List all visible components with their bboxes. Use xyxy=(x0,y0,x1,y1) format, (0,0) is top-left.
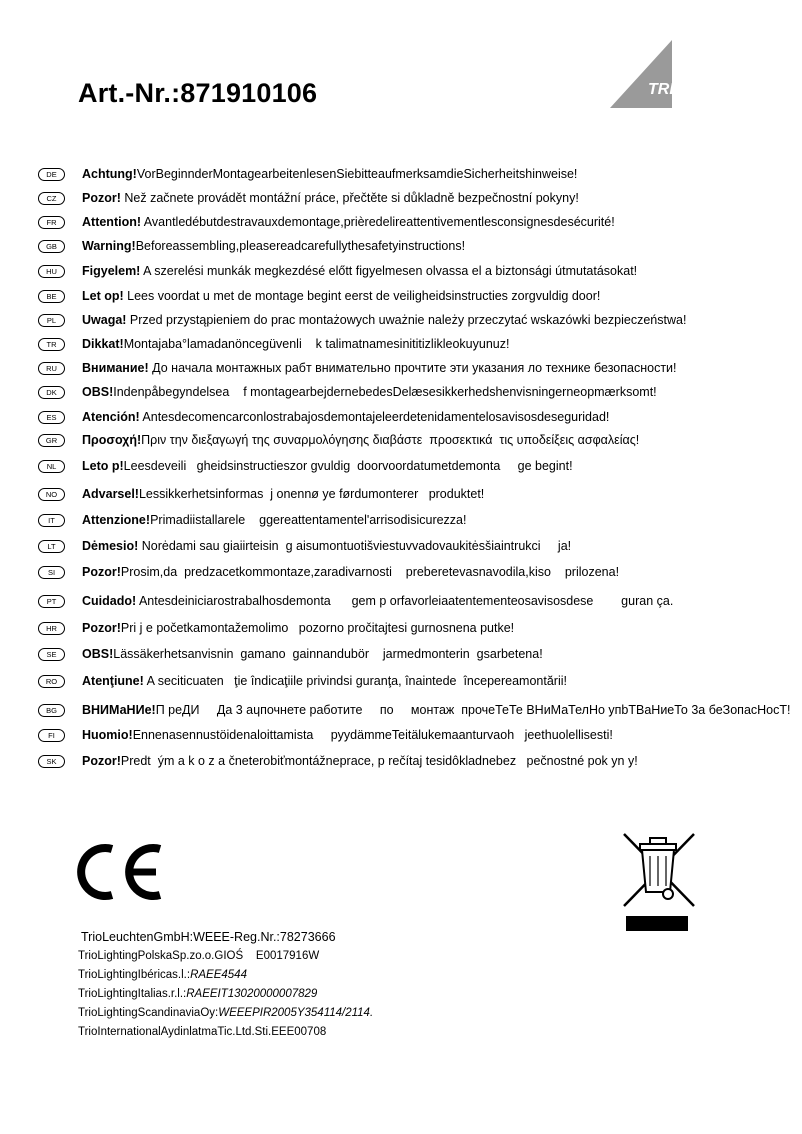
ce-mark-icon xyxy=(74,843,164,901)
warning-heading: Warning! xyxy=(82,239,136,253)
language-code-badge: SK xyxy=(38,755,65,768)
warning-body: Antesdeiniciarostrabalhosdemonta gem p orfavorleiaatentementeosavisosdese guran ça. xyxy=(136,594,674,608)
warning-body: До начала монтажных рабт внимательно прочтите эти указания ло технике безопасности! xyxy=(148,361,677,375)
warning-row-pt xyxy=(38,591,778,611)
warning-row-sk xyxy=(38,751,778,771)
language-code-badge: BE xyxy=(38,290,65,303)
language-code-badge: GB xyxy=(38,240,65,253)
warning-heading: ВНИМаНИе! xyxy=(82,703,156,717)
warning-text xyxy=(82,513,466,527)
warning-text xyxy=(82,215,615,229)
warning-heading: OBS! xyxy=(82,385,114,399)
warning-text xyxy=(82,565,619,579)
language-code-badge: SI xyxy=(38,566,65,579)
warning-heading: Cuidado! xyxy=(82,594,137,608)
warning-text xyxy=(82,647,543,661)
warning-text xyxy=(82,167,577,181)
warning-text xyxy=(82,361,677,375)
warning-body: Leesdeveili gheidsinstructieszor gvuldig doorvoordatumetdemonta ge begint! xyxy=(123,459,573,473)
warning-text xyxy=(82,459,573,473)
registration-label: TrioInternationalAydinlatmaTic.Ltd.Sti.EEE00708 xyxy=(78,1026,327,1038)
warning-text xyxy=(82,385,657,399)
article-number: Art.-Nr.:871910106 xyxy=(78,78,318,108)
registration-number: RAEE4544 xyxy=(190,969,247,981)
registration-line xyxy=(78,966,373,985)
language-code-badge: RO xyxy=(38,675,65,688)
registration-number: RAEEIT13020000007829 xyxy=(186,988,318,1000)
warning-row-si xyxy=(38,562,778,582)
warning-body: Prosim,da predzacetkommontaze,zaradivarnosti preberetevasnavodila,kiso prilozena! xyxy=(120,565,620,579)
warning-text xyxy=(82,313,686,327)
warning-body: Pri j e početkamontažemolimo pozorno pročitajtesi gurnosnena putke! xyxy=(120,621,515,635)
trio-logo-text: TRIO xyxy=(648,81,687,98)
warning-heading: Pozor! xyxy=(82,754,121,768)
warning-body: Než začnete provádět montážní práce, přečtěte si důkladně bezpečnostní pokyny! xyxy=(120,191,579,205)
warning-row-de xyxy=(38,164,778,184)
warning-row-hu xyxy=(38,261,778,281)
warning-body: Lessikkerhetsinformas j onennø ye førdumonterer produktet! xyxy=(138,487,485,501)
language-code-badge: FR xyxy=(38,216,65,229)
warning-text xyxy=(82,674,567,688)
warning-row-pl xyxy=(38,310,778,330)
warning-row-it xyxy=(38,510,778,530)
warning-heading: Leto p! xyxy=(82,459,124,473)
weee-registrations xyxy=(78,928,373,1042)
warning-row-gb xyxy=(38,236,778,256)
warning-heading: Pozor! xyxy=(82,565,121,579)
warning-row-fr xyxy=(38,212,778,232)
warning-body: Avantledébutdestravauxdemontage,prièredelireattentivementlesconsignesdesécurité! xyxy=(141,215,615,229)
warning-body: Ennenasennustöidenaloittamista pyydämmeTeitälukemaanturvaoh jeethuolellisesti! xyxy=(132,728,613,742)
warning-body: Predt ým a k o z a čneterobiťmontážneprace, p rečítaj tesidôkladnebez pečnostné pok yn y! xyxy=(120,754,638,768)
warning-body: Πριν την διεξαγωγή της συναρμολόγησης διαβάστε προσεκτικά τις υποδείξεις ασφαλείας! xyxy=(141,433,640,447)
warning-body: Beforeassembling,pleasereadcarefullythesafetyinstructions! xyxy=(135,239,466,253)
language-code-badge: PT xyxy=(38,595,65,608)
warning-heading: Let op! xyxy=(82,289,124,303)
warning-row-lt xyxy=(38,536,778,556)
warning-heading: Pozor! xyxy=(82,191,121,205)
warning-body: VorBeginnderMontagearbeitenlesenSiebitteaufmerksamdieSicherheitshinweise! xyxy=(136,167,578,181)
warning-body: A seciticuaten ţie îndicaţiile privindsi guranţa, înaintede începereamontării! xyxy=(143,674,567,688)
warning-text xyxy=(82,728,613,742)
registration-label: TrioLightingItalias.r.l.: xyxy=(78,988,187,1000)
language-code-badge: BG xyxy=(38,704,65,717)
warning-row-se xyxy=(38,644,778,664)
warning-row-nl xyxy=(38,456,778,476)
warning-row-cz xyxy=(38,188,778,208)
warning-body: Montajaba°lamadanöncegüvenli k talimatnamesinititizlikleokuyunuz! xyxy=(123,337,510,351)
warning-row-hr xyxy=(38,618,778,638)
registration-label: TrioLightingIbéricas.l.: xyxy=(78,969,191,981)
warning-row-es xyxy=(38,407,778,427)
warning-heading: Figyelem! xyxy=(82,264,141,278)
registration-number: WEEEPIR2005Y354114/2114. xyxy=(218,1007,374,1019)
registration-label: TrioLightingPolskaSp.zo.o.GIOŚ E0017916W xyxy=(78,950,320,962)
language-code-badge: LT xyxy=(38,540,65,553)
warning-body: П реДИ Да 3 аɥпочнете работите по монтаж прочеТеТе ВНиМаТелНо упbТВаНиеТо 3а беЗопасНосТ! xyxy=(155,703,791,717)
warning-heading: OBS! xyxy=(82,647,114,661)
warning-body: Primadiistallarele ggereattentamentel'arrisodisicurezza! xyxy=(150,513,467,527)
language-code-badge: SE xyxy=(38,648,65,661)
warning-text xyxy=(82,594,673,608)
warning-body: Antesdecomencarconlostrabajosdemontajeleerdetenidamentelosavisosdeseguridad! xyxy=(139,410,610,424)
language-code-badge: GR xyxy=(38,434,65,447)
warning-row-fi xyxy=(38,725,778,745)
warning-body: Indenpåbegyndelsea f montagearbejdernebedesDelæsesikkerhedshenvisningerneopmærksomt! xyxy=(113,385,657,399)
language-code-badge: RU xyxy=(38,362,65,375)
language-code-badge: NO xyxy=(38,488,65,501)
warning-body: A szerelési munkák megkezdésé előtt figyelmesen olvassa el a biztonsági útmutatásokat! xyxy=(140,264,638,278)
warning-row-ru xyxy=(38,358,778,378)
warning-heading: Advarsel! xyxy=(82,487,139,501)
warning-text xyxy=(82,337,509,351)
language-code-badge: DK xyxy=(38,386,65,399)
warning-body: Lässäkerhetsanvisnin gamano gainnandubör jarmedmonterin gsarbetena! xyxy=(113,647,543,661)
warning-text xyxy=(82,410,609,424)
warning-heading: Attenzione! xyxy=(82,513,151,527)
language-code-badge: FI xyxy=(38,729,65,742)
registration-line xyxy=(78,947,373,966)
warning-body: Norėdami sau giaiirteisin g aisumontuotišviestuvvadovaukitėsšiaintrukci ja! xyxy=(138,539,572,553)
warning-heading: Внимание! xyxy=(82,361,149,375)
warning-row-ro xyxy=(38,671,778,691)
registration-line xyxy=(78,985,373,1004)
warning-body: Przed przystąpieniem do prac montażowych uważnie należy przeczytać wskazówki bezpieczeństwa! xyxy=(126,313,687,327)
trio-logo xyxy=(608,38,708,110)
warning-text xyxy=(82,754,638,768)
warning-heading: Uwaga! xyxy=(82,313,127,327)
language-code-badge: IT xyxy=(38,514,65,527)
warning-text xyxy=(82,539,571,553)
warning-row-tr xyxy=(38,334,778,354)
warning-text xyxy=(82,487,484,501)
registration-line xyxy=(78,1004,373,1023)
crossed-out-bin-icon xyxy=(620,830,698,934)
warning-text xyxy=(82,703,791,717)
warning-text xyxy=(82,239,465,253)
warning-heading: Dikkat! xyxy=(82,337,124,351)
registration-line xyxy=(78,928,373,947)
warning-text xyxy=(82,264,637,278)
registration-label: TrioLeuchtenGmbH:WEEE-Reg.Nr.:78273666 xyxy=(81,930,336,944)
language-code-badge: CZ xyxy=(38,192,65,205)
warning-heading: Dėmesio! xyxy=(82,539,139,553)
language-code-badge: DE xyxy=(38,168,65,181)
warning-heading: Atenţiune! xyxy=(82,674,144,688)
language-code-badge: HU xyxy=(38,265,65,278)
warning-row-no xyxy=(38,484,778,504)
language-code-badge: TR xyxy=(38,338,65,351)
warning-row-be xyxy=(38,286,778,306)
warning-heading: Huomio! xyxy=(82,728,133,742)
warning-text xyxy=(82,289,600,303)
language-code-badge: NL xyxy=(38,460,65,473)
language-code-badge: ES xyxy=(38,411,65,424)
warning-body: Lees voordat u met de montage begint eerst de veiligheidsinstructies zorgvuldig door! xyxy=(123,289,601,303)
warning-text xyxy=(82,433,639,447)
language-code-badge: HR xyxy=(38,622,65,635)
warning-text xyxy=(82,191,579,205)
warning-heading: Achtung! xyxy=(82,167,137,181)
warning-row-gr xyxy=(38,430,778,450)
registration-line xyxy=(78,1023,373,1042)
warning-row-dk xyxy=(38,382,778,402)
warning-heading: Προσοχή! xyxy=(82,433,142,447)
warning-text xyxy=(82,621,514,635)
warning-heading: Pozor! xyxy=(82,621,121,635)
warning-row-bg xyxy=(38,700,791,720)
registration-label: TrioLightingScandinaviaOy: xyxy=(78,1007,219,1019)
language-code-badge: PL xyxy=(38,314,65,327)
warning-heading: Atención! xyxy=(82,410,140,424)
warning-heading: Attention! xyxy=(82,215,142,229)
